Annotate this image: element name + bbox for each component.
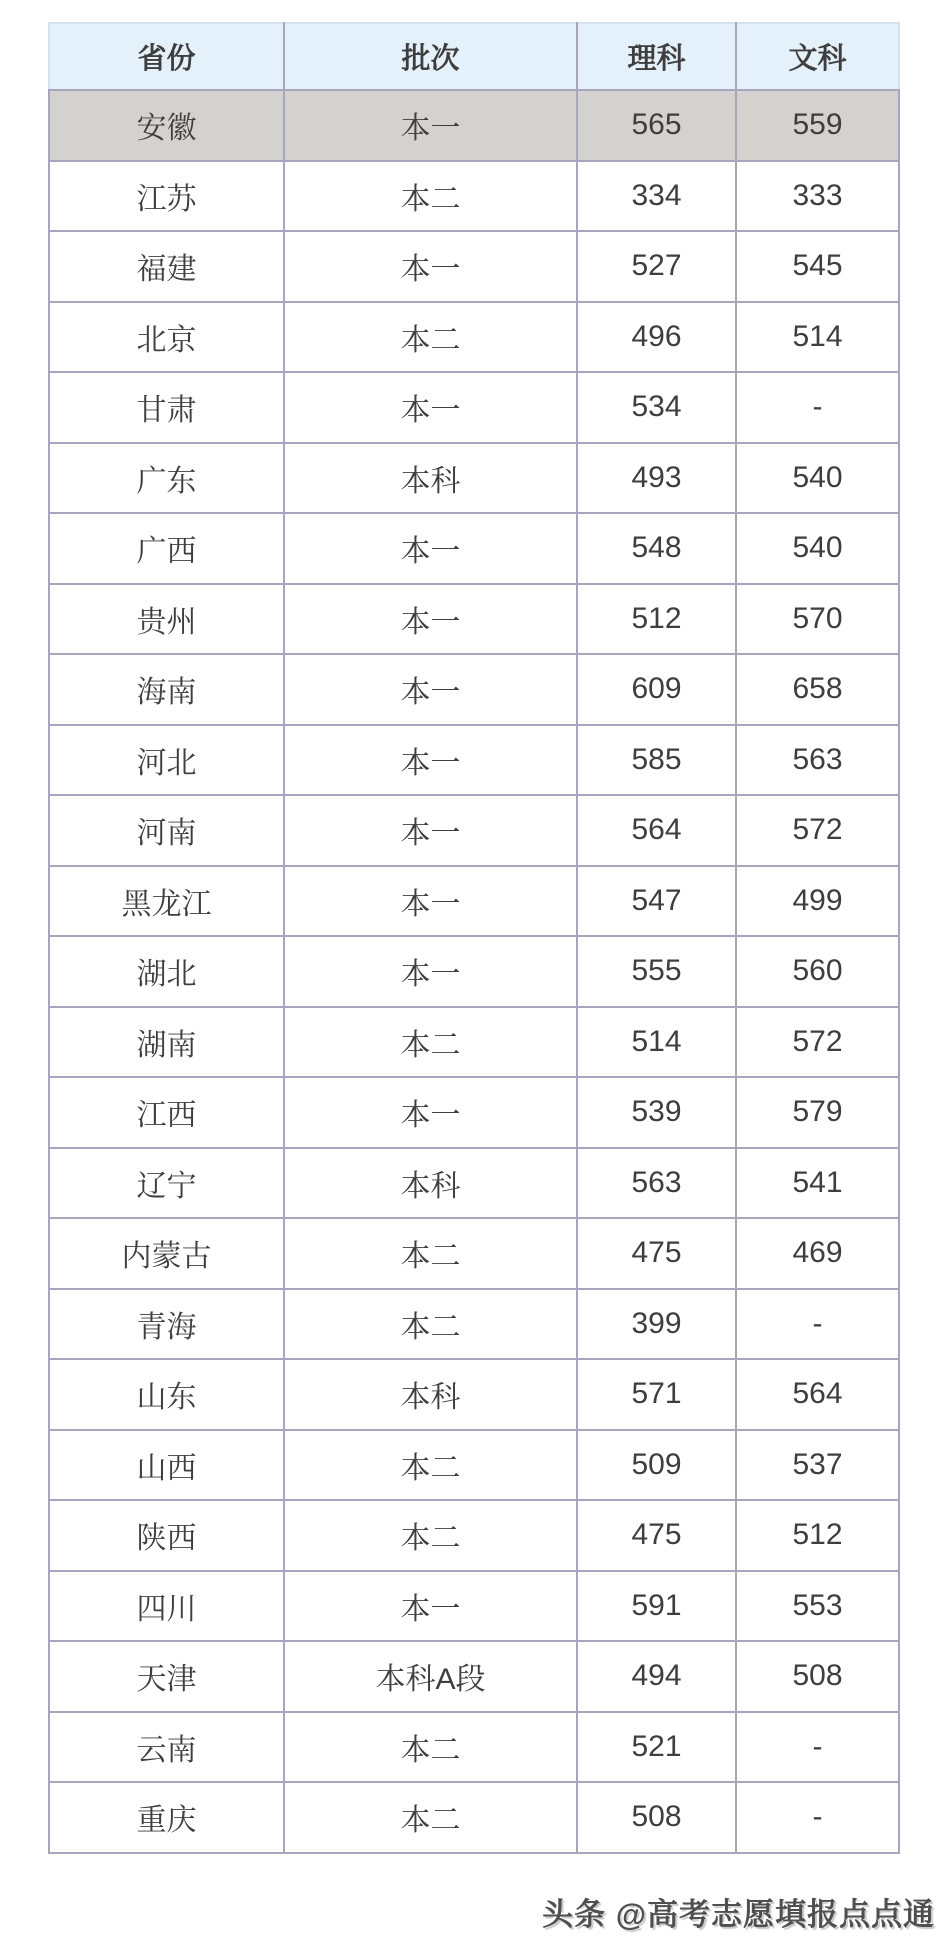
cell-province: 云南 [49, 1712, 284, 1783]
cell-province: 辽宁 [49, 1148, 284, 1219]
cell-liberal-arts: 469 [736, 1218, 899, 1289]
table-row [49, 372, 899, 443]
cell-science: 493 [577, 443, 736, 514]
header-row [49, 23, 899, 90]
table-row [49, 231, 899, 302]
cell-science: 534 [577, 372, 736, 443]
cell-science: 564 [577, 795, 736, 866]
cell-science: 548 [577, 513, 736, 584]
table-row [49, 866, 899, 937]
cell-batch: 本科 [284, 443, 577, 514]
cell-science: 399 [577, 1289, 736, 1360]
cell-batch: 本一 [284, 866, 577, 937]
cell-batch: 本一 [284, 1571, 577, 1642]
table-row [49, 1782, 899, 1853]
cell-province: 河南 [49, 795, 284, 866]
cell-liberal-arts: 537 [736, 1430, 899, 1501]
cell-province: 黑龙江 [49, 866, 284, 937]
cell-batch: 本二 [284, 1430, 577, 1501]
table-body [49, 90, 899, 1853]
header-liberal-arts: 文科 [736, 23, 899, 90]
table-row [49, 936, 899, 1007]
table-row [49, 1148, 899, 1219]
admission-scores-table [48, 22, 900, 1854]
table-row [49, 1218, 899, 1289]
cell-liberal-arts: 560 [736, 936, 899, 1007]
cell-batch: 本二 [284, 1712, 577, 1783]
cell-batch: 本二 [284, 1782, 577, 1853]
cell-liberal-arts: 572 [736, 795, 899, 866]
cell-batch: 本一 [284, 584, 577, 655]
cell-science: 512 [577, 584, 736, 655]
cell-province: 山西 [49, 1430, 284, 1501]
table-row [49, 584, 899, 655]
table-row [49, 1430, 899, 1501]
table-header [49, 23, 899, 90]
cell-province: 海南 [49, 654, 284, 725]
cell-liberal-arts: 545 [736, 231, 899, 302]
table-row [49, 302, 899, 373]
table-row [49, 1289, 899, 1360]
cell-science: 334 [577, 161, 736, 232]
cell-batch: 本一 [284, 231, 577, 302]
table-row [49, 161, 899, 232]
cell-batch: 本二 [284, 1218, 577, 1289]
cell-province: 贵州 [49, 584, 284, 655]
cell-batch: 本一 [284, 725, 577, 796]
cell-province: 天津 [49, 1641, 284, 1712]
cell-province: 湖南 [49, 1007, 284, 1078]
table-row [49, 1712, 899, 1783]
cell-science: 475 [577, 1218, 736, 1289]
cell-science: 563 [577, 1148, 736, 1219]
cell-batch: 本一 [284, 90, 577, 161]
scores-table-container [48, 22, 898, 1854]
cell-batch: 本二 [284, 161, 577, 232]
cell-liberal-arts: 540 [736, 443, 899, 514]
cell-liberal-arts: 658 [736, 654, 899, 725]
cell-province: 甘肃 [49, 372, 284, 443]
cell-science: 571 [577, 1359, 736, 1430]
cell-batch: 本二 [284, 1289, 577, 1360]
cell-batch: 本一 [284, 372, 577, 443]
cell-liberal-arts: 570 [736, 584, 899, 655]
table-row [49, 513, 899, 584]
cell-liberal-arts: - [736, 1289, 899, 1360]
table-row [49, 1571, 899, 1642]
cell-liberal-arts: 508 [736, 1641, 899, 1712]
cell-liberal-arts: 559 [736, 90, 899, 161]
cell-liberal-arts: 512 [736, 1500, 899, 1571]
table-row [49, 443, 899, 514]
cell-province: 山东 [49, 1359, 284, 1430]
cell-province: 广西 [49, 513, 284, 584]
table-row [49, 1077, 899, 1148]
cell-liberal-arts: 514 [736, 302, 899, 373]
cell-batch: 本一 [284, 795, 577, 866]
header-batch: 批次 [284, 23, 577, 90]
cell-science: 555 [577, 936, 736, 1007]
cell-province: 湖北 [49, 936, 284, 1007]
cell-liberal-arts: 540 [736, 513, 899, 584]
cell-batch: 本二 [284, 302, 577, 373]
cell-batch: 本一 [284, 654, 577, 725]
cell-science: 514 [577, 1007, 736, 1078]
table-row [49, 1641, 899, 1712]
cell-province: 四川 [49, 1571, 284, 1642]
header-science: 理科 [577, 23, 736, 90]
cell-batch: 本一 [284, 936, 577, 1007]
cell-liberal-arts: 563 [736, 725, 899, 796]
table-row [49, 1500, 899, 1571]
cell-province: 河北 [49, 725, 284, 796]
cell-province: 陕西 [49, 1500, 284, 1571]
cell-science: 539 [577, 1077, 736, 1148]
cell-science: 527 [577, 231, 736, 302]
table-row [49, 90, 899, 161]
cell-province: 安徽 [49, 90, 284, 161]
cell-province: 青海 [49, 1289, 284, 1360]
cell-province: 福建 [49, 231, 284, 302]
cell-science: 609 [577, 654, 736, 725]
header-province: 省份 [49, 23, 284, 90]
cell-batch: 本一 [284, 513, 577, 584]
cell-batch: 本二 [284, 1007, 577, 1078]
cell-liberal-arts: 499 [736, 866, 899, 937]
cell-liberal-arts: - [736, 1712, 899, 1783]
cell-science: 509 [577, 1430, 736, 1501]
cell-science: 585 [577, 725, 736, 796]
table-row [49, 795, 899, 866]
toutiao-watermark: 头条 @高考志愿填报点点通 [542, 1897, 935, 1932]
cell-province: 北京 [49, 302, 284, 373]
cell-science: 475 [577, 1500, 736, 1571]
cell-liberal-arts: 564 [736, 1359, 899, 1430]
cell-liberal-arts: - [736, 372, 899, 443]
cell-science: 521 [577, 1712, 736, 1783]
cell-batch: 本科 [284, 1148, 577, 1219]
cell-province: 内蒙古 [49, 1218, 284, 1289]
cell-province: 广东 [49, 443, 284, 514]
cell-liberal-arts: 579 [736, 1077, 899, 1148]
cell-science: 508 [577, 1782, 736, 1853]
cell-liberal-arts: 541 [736, 1148, 899, 1219]
cell-liberal-arts: 553 [736, 1571, 899, 1642]
table-row [49, 654, 899, 725]
cell-science: 591 [577, 1571, 736, 1642]
cell-science: 547 [577, 866, 736, 937]
cell-liberal-arts: - [736, 1782, 899, 1853]
cell-batch: 本一 [284, 1077, 577, 1148]
table-row [49, 725, 899, 796]
cell-science: 496 [577, 302, 736, 373]
cell-province: 重庆 [49, 1782, 284, 1853]
cell-science: 565 [577, 90, 736, 161]
cell-liberal-arts: 333 [736, 161, 899, 232]
cell-batch: 本科A段 [284, 1641, 577, 1712]
cell-batch: 本二 [284, 1500, 577, 1571]
cell-province: 江苏 [49, 161, 284, 232]
table-row [49, 1359, 899, 1430]
cell-batch: 本科 [284, 1359, 577, 1430]
cell-liberal-arts: 572 [736, 1007, 899, 1078]
cell-science: 494 [577, 1641, 736, 1712]
cell-province: 江西 [49, 1077, 284, 1148]
table-row [49, 1007, 899, 1078]
